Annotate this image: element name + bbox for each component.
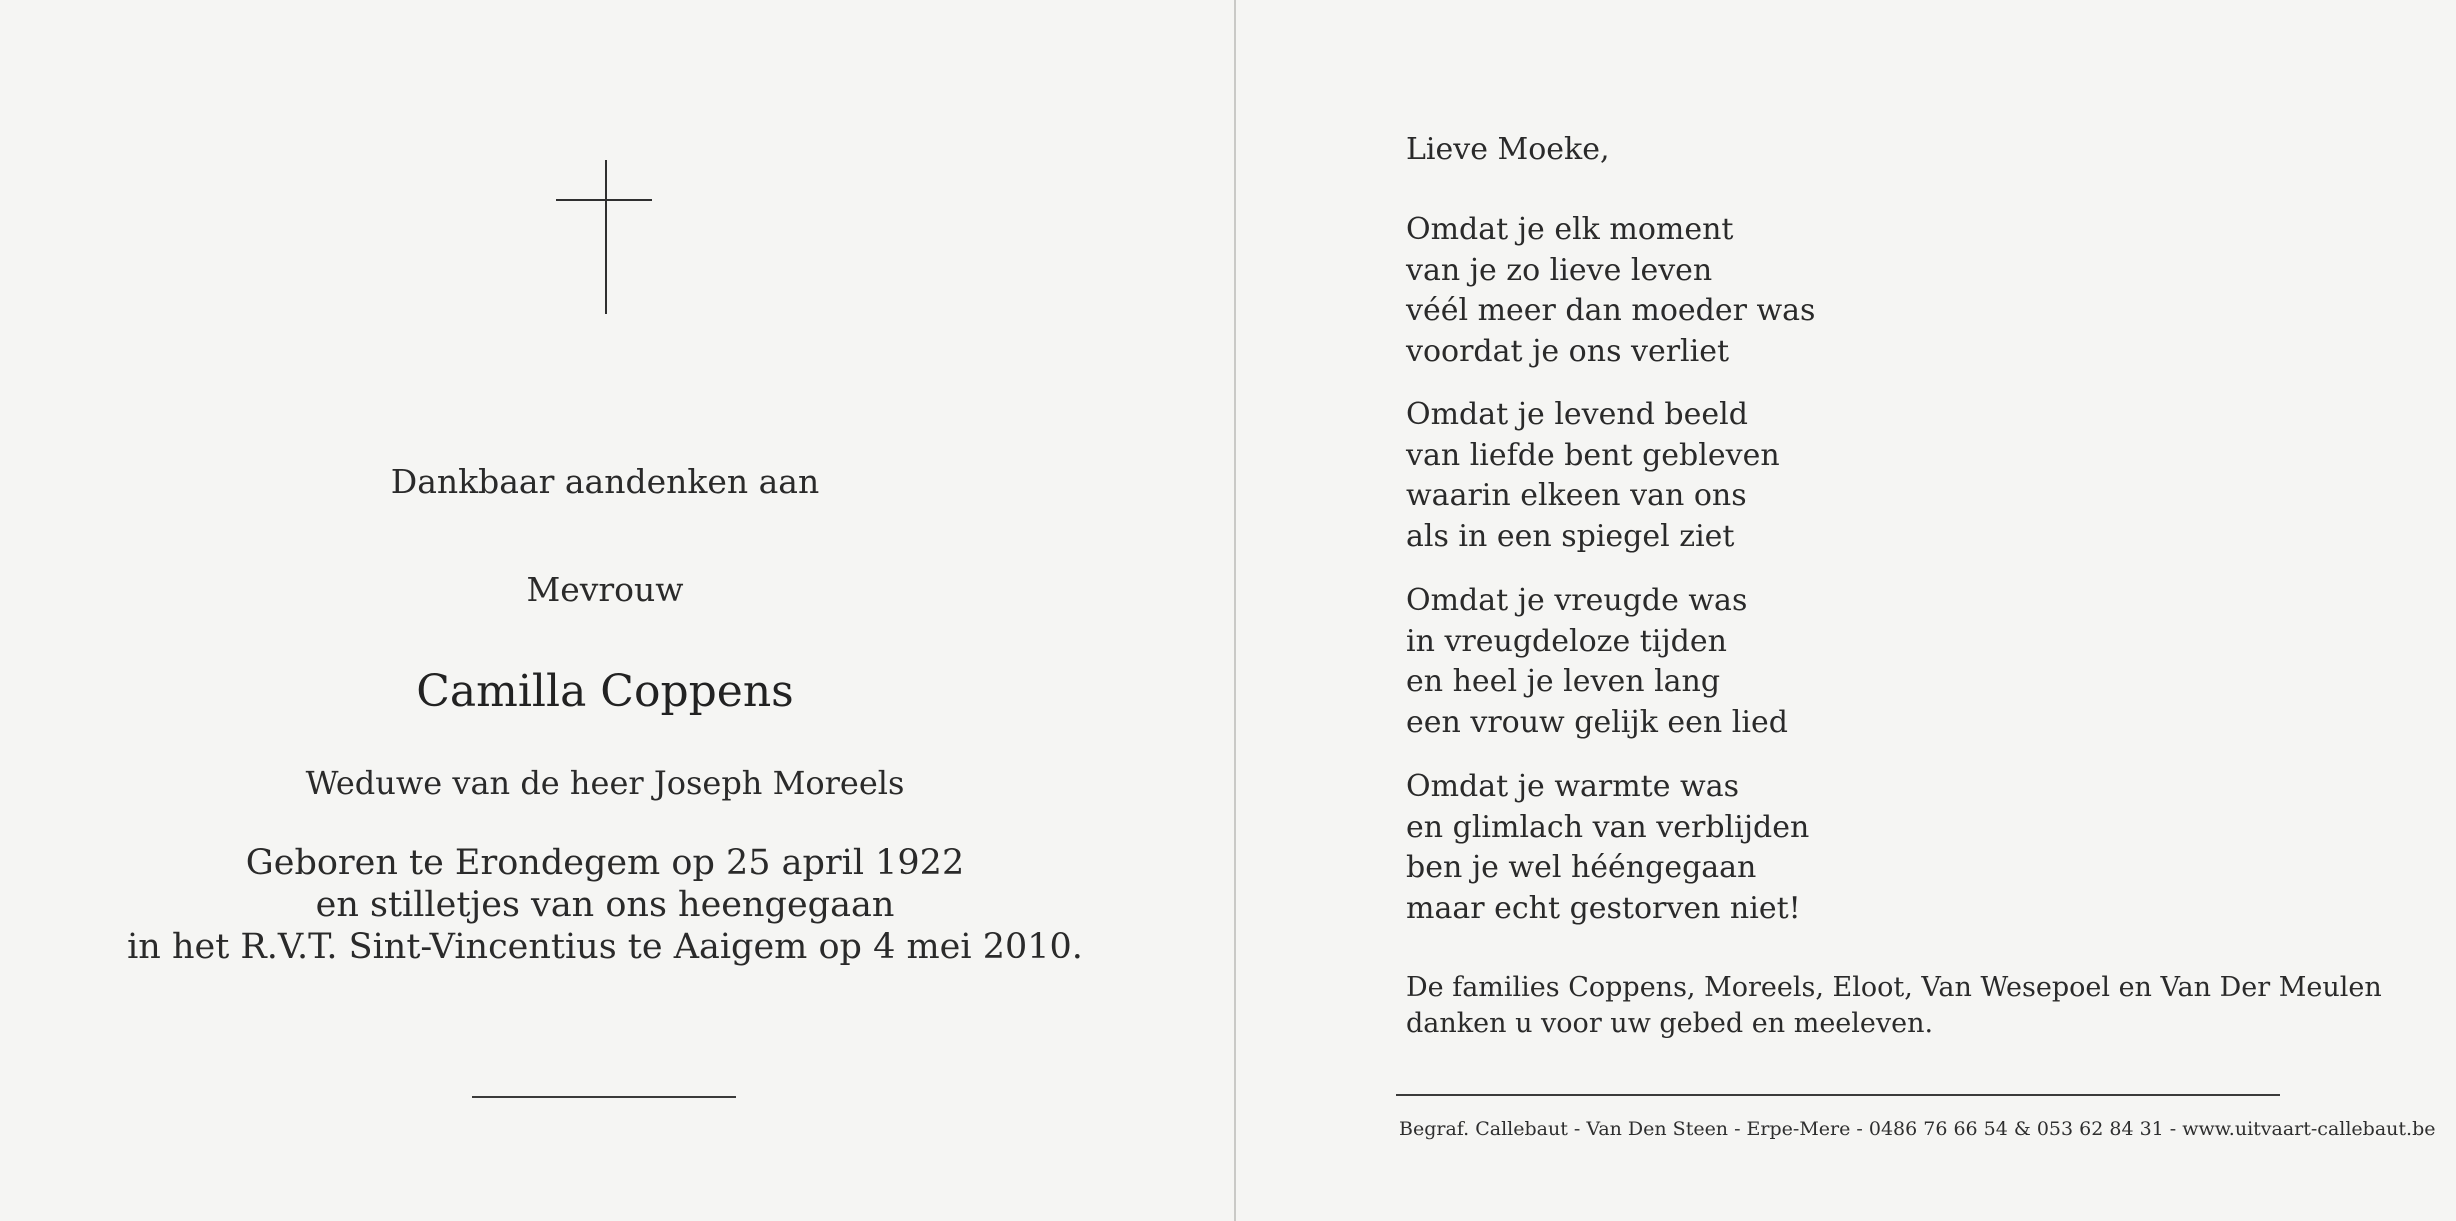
- poem-line: in vreugdeloze tijden: [1406, 623, 1727, 659]
- poem-line: véél meer dan moeder was: [1406, 293, 1816, 328]
- poem-line: voordat je ons verliet: [1406, 333, 1730, 369]
- footer-divider: [1396, 1094, 2280, 1096]
- poem-line: van liefde bent gebleven: [1406, 437, 1780, 473]
- funeral-home-footer: Begraf. Callebaut - Van Den Steen - Erpe-Mere - 0486 76 66 54 & 053 62 84 31 - www.uitvaart-callebaut.be: [1399, 1118, 2436, 1140]
- poem-line: van je zo lieve leven: [1406, 252, 1713, 288]
- poem-line: en glimlach van verblijden: [1406, 809, 1810, 845]
- poem-line: Omdat je warmte was: [1406, 769, 1739, 804]
- thanks-line: danken u voor uw gebed en meeleven.: [1406, 1008, 1934, 1039]
- widow-line: Weduwe van de heer Joseph Moreels: [305, 764, 905, 802]
- cross-icon: [556, 160, 652, 314]
- poem-stanza: [1406, 210, 1815, 372]
- birth-line: Geboren te Erondegem op 25 april 1922: [245, 843, 965, 883]
- poem-line: als in een spiegel ziet: [1406, 518, 1735, 554]
- divider: [472, 1096, 736, 1098]
- poem-line: een vrouw gelijk een lied: [1406, 704, 1788, 740]
- poem-greeting: Lieve Moeke,: [1406, 132, 1610, 167]
- poem-stanza: [1406, 395, 1780, 557]
- poem-stanza: [1406, 767, 1809, 929]
- poem-line: Omdat je levend beeld: [1406, 397, 1748, 432]
- poem-stanza: [1406, 581, 1788, 743]
- poem-line: Omdat je elk moment: [1406, 212, 1734, 247]
- poem-line: ben je wel hééngegaan: [1406, 850, 1757, 885]
- honorific: Mevrouw: [526, 570, 684, 609]
- passing-line: en stilletjes van ons heengegaan: [315, 885, 895, 925]
- place-date-line: in het R.V.T. Sint-Vincentius te Aaigem op 4 mei 2010.: [127, 927, 1083, 967]
- thanks-line: De families Coppens, Moreels, Eloot, Van Wesepoel en Van Der Meulen: [1406, 972, 2382, 1003]
- intro-text: Dankbaar aandenken aan: [390, 462, 820, 501]
- life-details: [0, 842, 1210, 968]
- deceased-name: Camilla Coppens: [416, 666, 794, 717]
- poem-line: waarin elkeen van ons: [1406, 478, 1747, 513]
- family-thanks: [1406, 970, 2382, 1042]
- poem-line: Omdat je vreugde was: [1406, 583, 1748, 618]
- poem-line: en heel je leven lang: [1406, 664, 1721, 699]
- poem-line: maar echt gestorven niet!: [1406, 890, 1801, 926]
- card-back: [1236, 0, 2456, 1221]
